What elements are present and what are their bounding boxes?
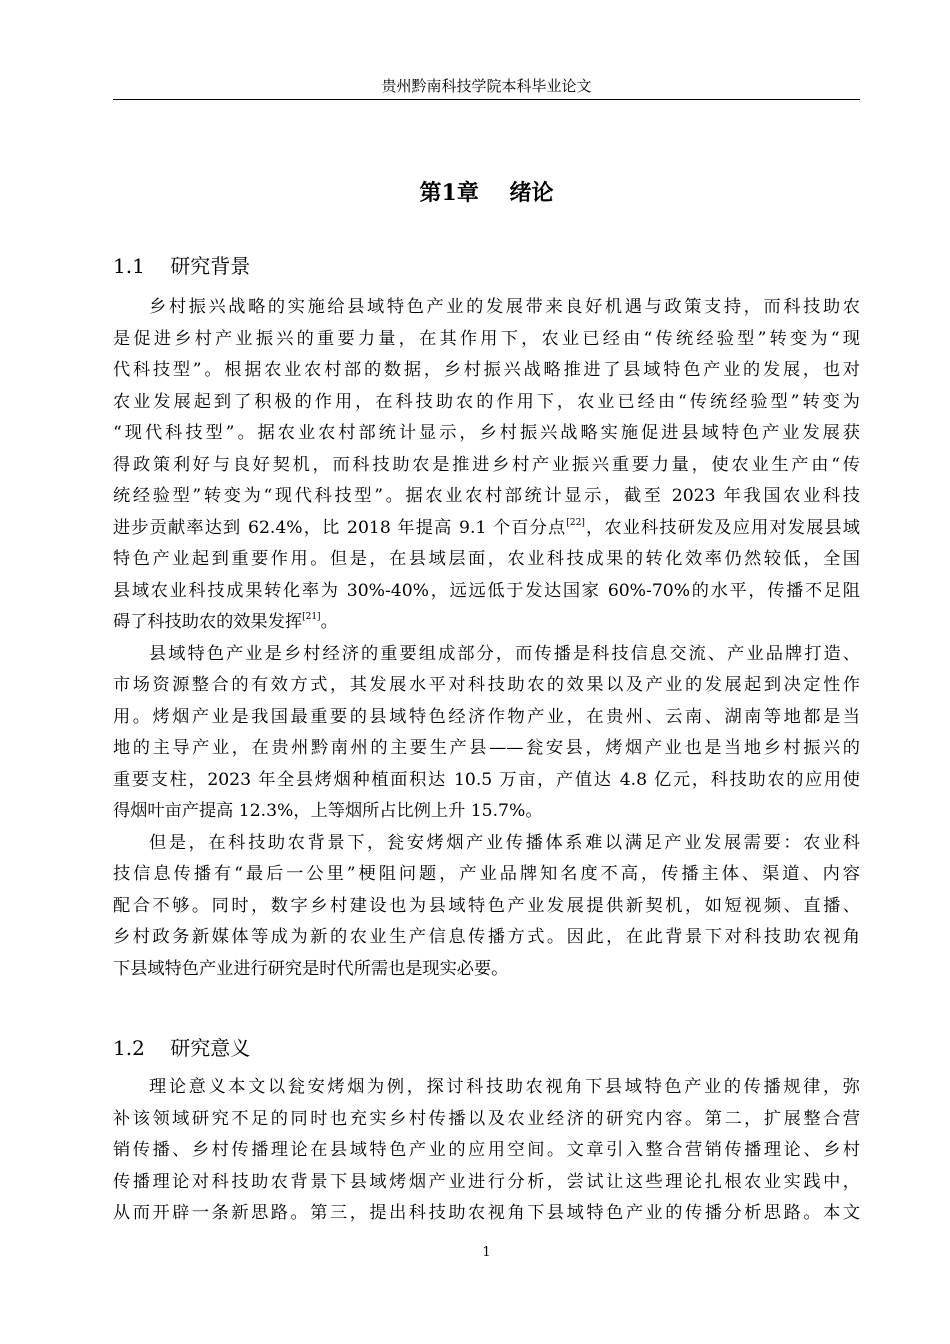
text-line: 地的主导产业，在贵州黔南州的主要生产县——瓮安县，烤烟产业也是当地乡村振兴的 [113,738,860,758]
text-fragment: 碍了科技助农的效果发挥 [113,612,303,632]
text-line: 是促进乡村产业振兴的重要力量，在其作用下，农业已经由“传统经验型”转变为“现 [113,328,860,349]
section-heading-1-1: 1.1 研究背景 [113,254,251,278]
citation-21[interactable]: [21] [302,612,321,622]
text-line: 下县域特色产业进行研究是时代所需也是现实必要。 [113,958,509,979]
text-line [113,513,860,545]
text-line: 但是，在科技助农背景下，瓮安烤烟产业传播体系难以满足产业发展需要：农业科 [149,832,860,853]
text-line: 乡村振兴战略的实施给县域特色产业的发展带来良好机遇与政策支持，而科技助农 [149,297,860,317]
text-fragment: ，农业科技研发及应用对发展县域 [584,517,860,538]
text-fragment: 。 [320,612,338,632]
text-line: 技信息传播有“最后一公里”梗阻问题，产业品牌知名度不高，传播主体、渠道、内容 [113,864,860,884]
text-line: 从而开辟一条新思路。第三，提出科技助农视角下县域特色产业的传播分析思路。本文 [113,1203,860,1223]
text-line: 市场资源整合的有效方式，其发展水平对科技助农的效果以及产业的发展起到决定性作 [113,675,860,695]
text-line: 重要支柱，2023 年全县烤烟种植面积达 10.5 万亩，产值达 4.8 亿元，科技助农的应用使 [113,769,860,790]
text-line [113,607,860,639]
text-line: 理论意义本文以瓮安烤烟为例，探讨科技助农视角下县域特色产业的传播规律，弥 [149,1077,860,1097]
text-line: 乡村政务新媒体等成为新的农业生产信息传播方式。因此，在此背景下对科技助农视角 [113,927,860,947]
section-1-1-body [113,292,860,985]
text-line: “现代科技型”。据农业农村部统计显示，乡村振兴战略实施促进县域特色产业发展获 [113,423,860,443]
text-line: 配合不够。同时，数字乡村建设也为县域特色产业发展提供新契机，如短视频、直播、 [113,895,860,916]
chapter-title: 第1章 绪论 [419,180,554,206]
header-rule [113,99,860,100]
text-line: 传播理论对科技助农背景下县域烤烟产业进行分析，尝试让这些理论扎根农业实践中， [113,1171,860,1192]
text-line: 统经验型”转变为“现代科技型”。据农业农村部统计显示，截至 2023 年我国农业科技 [113,486,860,506]
text-line: 县域特色产业是乡村经济的重要组成部分，而传播是科技信息交流、产业品牌打造、 [149,643,860,664]
citation-22[interactable]: [22] [566,517,585,528]
text-line: 销传播、乡村传播理论在县域特色产业的应用空间。文章引入整合营销传播理论、乡村 [113,1140,860,1160]
text-line: 得烟叶亩产提高 12.3%，上等烟所占比例上升 15.7%。 [113,801,543,821]
section-heading-1-2: 1.2 研究意义 [113,1036,251,1060]
text-line: 用。烤烟产业是我国最重要的县域特色经济作物产业，在贵州、云南、湖南等地都是当 [113,706,860,727]
text-fragment: 进步贡献率达到 62.4%，比 2018 年提高 9.1 个百分点 [113,517,567,538]
text-line: 得政策利好与良好契机，而科技助农是推进乡村产业振兴重要力量，使农业生产由“传 [113,454,860,475]
text-line: 县域农业科技成果转化率为 30%-40%，远远低于发达国家 60%-70%的水平，传播不足阻 [113,580,860,601]
text-line: 农业发展起到了积极的作用，在科技助农的作用下，农业已经由“传统经验型”转变为 [113,391,860,412]
text-line: 补该领域研究不足的同时也充实乡村传播以及农业经济的研究内容。第二，扩展整合营 [113,1108,860,1129]
page-number: 1 [482,1245,491,1260]
text-line: 代科技型”。根据农业农村部的数据，乡村振兴战略推进了县域特色产业的发展，也对 [113,360,860,380]
section-1-2-body [113,1072,860,1230]
running-header: 贵州黔南科技学院本科毕业论文 [381,77,592,95]
text-line: 特色产业起到重要作用。但是，在县域层面，农业科技成果的转化效率仍然较低，全国 [113,549,860,569]
